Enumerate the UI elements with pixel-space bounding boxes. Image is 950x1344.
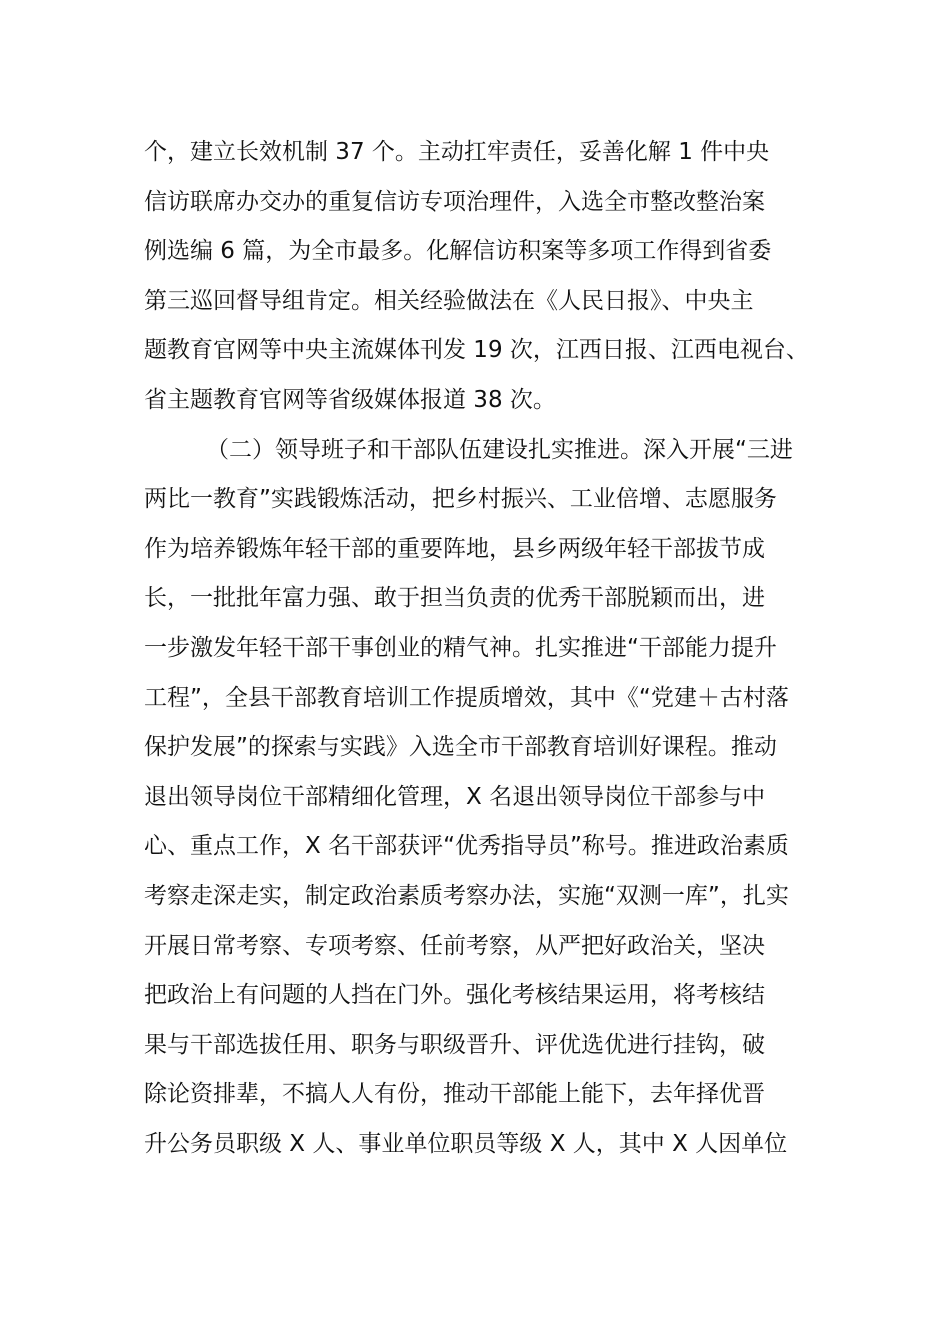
text-line: 考察走深走实，制定政治素质考察办法，实施“双测一库”，扎实 <box>144 882 789 909</box>
text-line: 工程”，全县干部教育培训工作提质增效，其中《“党建＋古村落 <box>144 684 789 711</box>
text-line: 第三巡回督导组肯定。相关经验做法在《人民日报》、中央主 <box>144 287 754 314</box>
text-line: 把政治上有问题的人挡在门外。强化考核结果运用，将考核结 <box>144 982 765 1009</box>
text-line: 除论资排辈，不搞人人有份，推动干部能上能下，去年择优晋 <box>144 1081 765 1108</box>
text-line: 个，建立长效机制 37 个。主动扛牢责任，妥善化解 1 件中央 <box>144 139 770 165</box>
text-line: 心、重点工作，X 名干部获评“优秀指导员”称号。推进政治素质 <box>144 833 789 860</box>
text-line: 例选编 6 篇，为全市最多。化解信访积案等多项工作得到省委 <box>144 238 772 265</box>
text-line: 信访联席办交办的重复信访专项治理件，入选全市整改整治案 <box>144 188 765 215</box>
text-line: 作为培养锻炼年轻干部的重要阵地，县乡两级年轻干部拔节成 <box>144 535 765 562</box>
text-line: 长，一批批年富力强、敢于担当负责的优秀干部脱颖而出，进 <box>144 585 765 612</box>
text-line: 保护发展”的探索与实践》入选全市干部教育培训好课程。推动 <box>144 734 777 761</box>
text-line: 升公务员职级 X 人、事业单位职员等级 X 人，其中 X 人因单位 <box>144 1130 788 1157</box>
text-line: 省主题教育官网等省级媒体报道 38 次。 <box>144 386 556 413</box>
text-line: 开展日常考察、专项考察、任前考察，从严把好政治关，坚决 <box>144 932 765 959</box>
text-line: 题教育官网等中央主流媒体刊发 19 次，江西日报、江西电视台、 <box>144 337 809 364</box>
body-text <box>144 128 824 1169</box>
text-line: 退出领导岗位干部精细化管理，X 名退出领导岗位干部参与中 <box>144 783 766 810</box>
text-line: （二）领导班子和干部队伍建设扎实推进。深入开展“三进 <box>206 436 793 463</box>
text-line: 一步激发年轻干部干事创业的精气神。扎实推进“干部能力提升 <box>144 634 777 661</box>
text-line: 果与干部选拔任用、职务与职级晋升、评优选优进行挂钩，破 <box>144 1031 765 1058</box>
text-line: 两比一教育”实践锻炼活动，把乡村振兴、工业倍增、志愿服务 <box>144 486 777 513</box>
